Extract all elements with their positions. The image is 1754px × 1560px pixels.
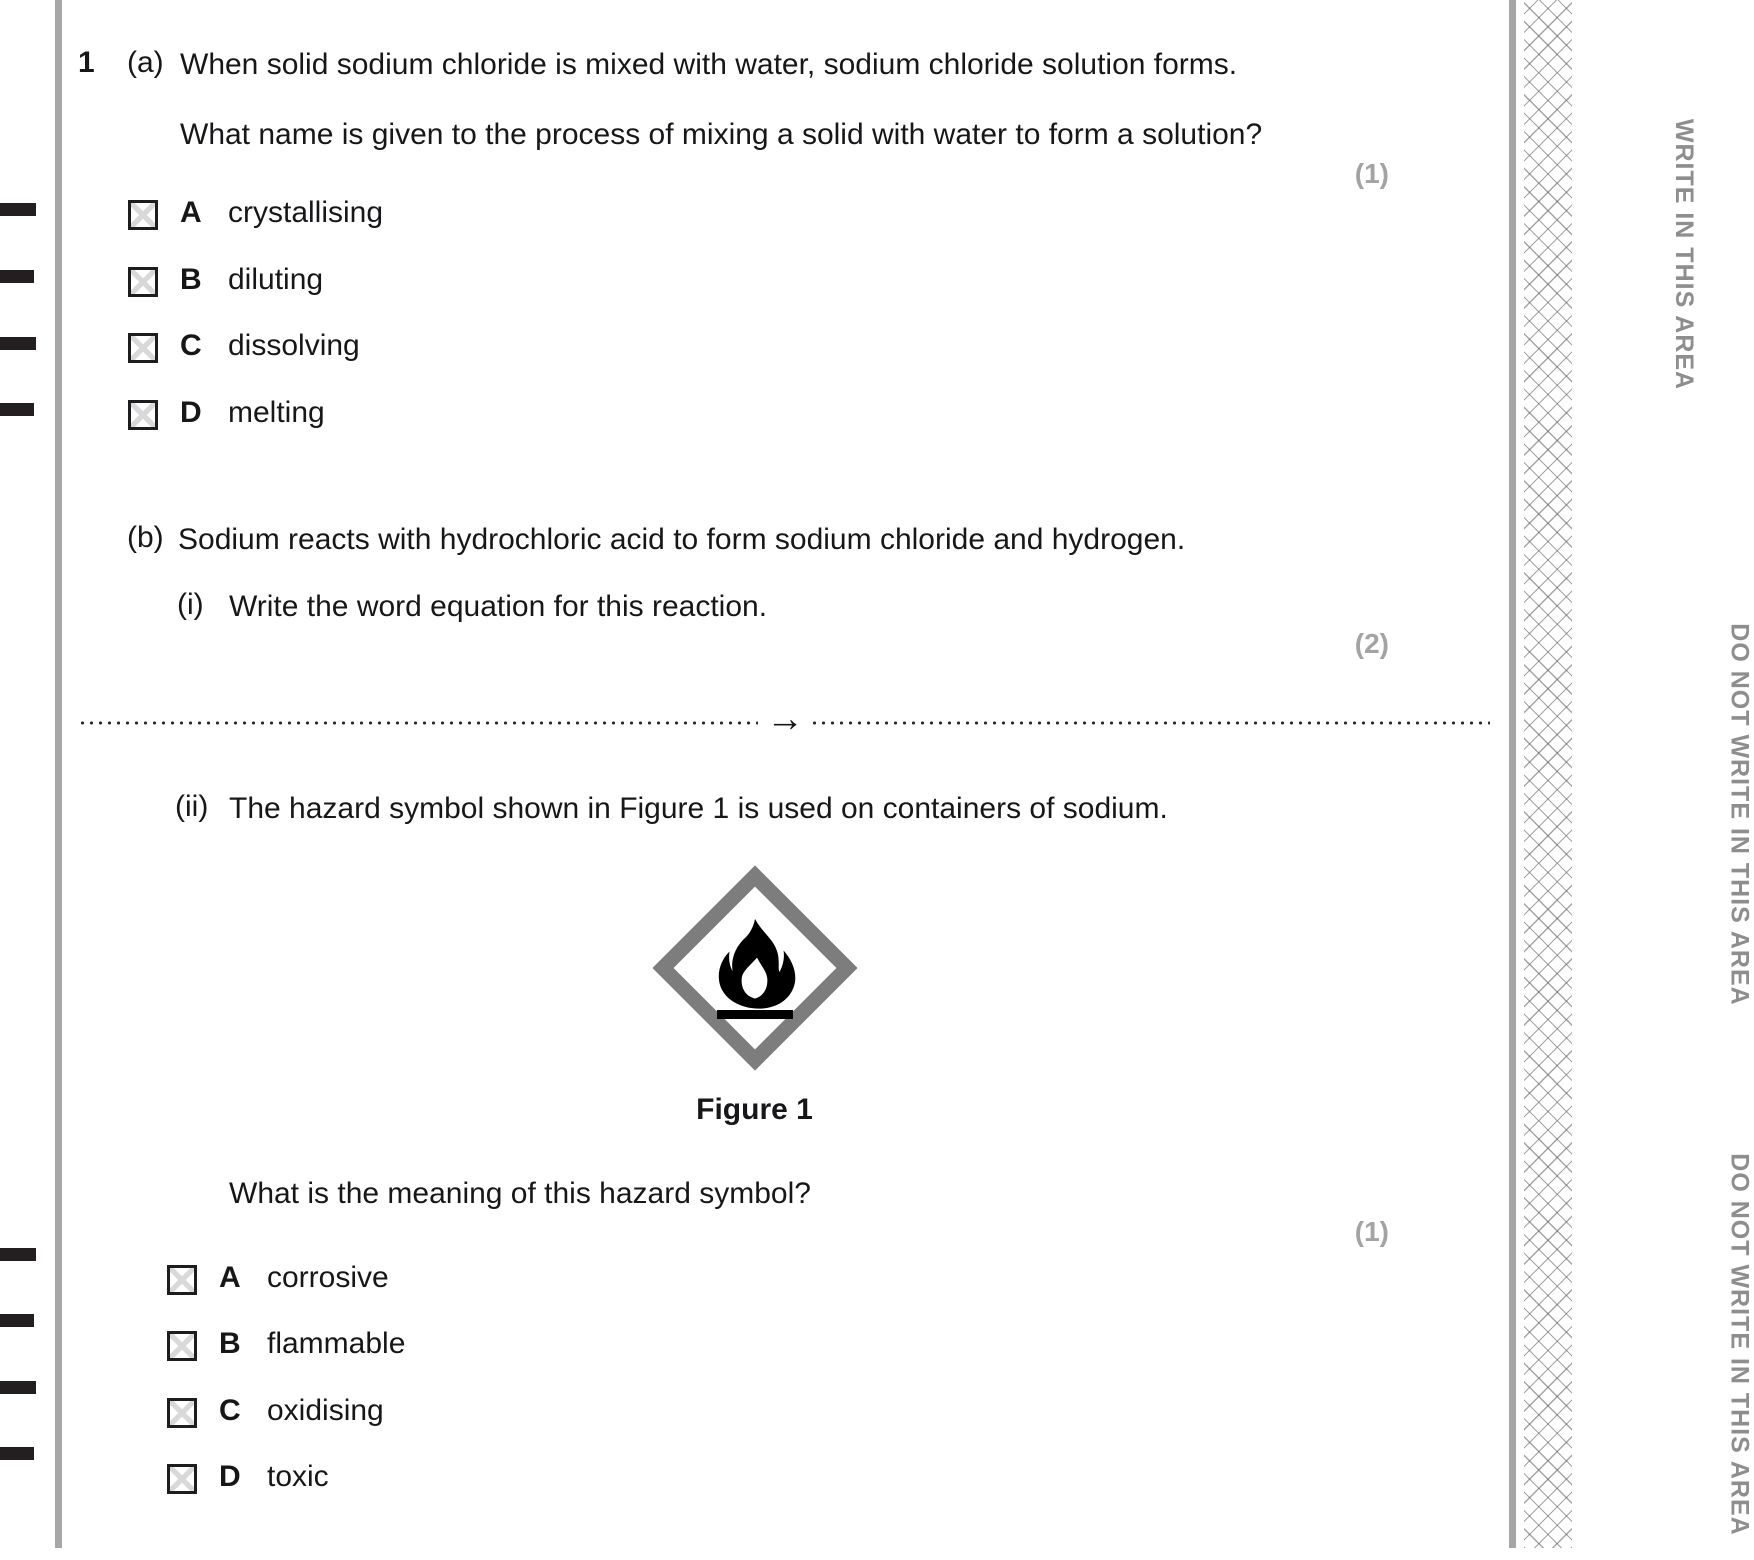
checkbox-a-4[interactable]: [128, 400, 158, 430]
part-b-ii-marks: (1): [1354, 1216, 1389, 1247]
option-letter: B: [180, 263, 202, 296]
reaction-arrow: →: [766, 698, 804, 740]
part-a-marks: (1): [1354, 158, 1389, 189]
margin-band-note-2: DO NOT WRITE IN THIS AREA: [1725, 623, 1754, 1006]
part-b-ii-text: The hazard symbol shown in Figure 1 is used on containers of sodium.: [229, 792, 1168, 825]
option-label: toxic: [267, 1460, 329, 1493]
option-letter: D: [219, 1460, 241, 1493]
part-b-stem: Sodium reacts with hydrochloric acid to form sodium chloride and hydrogen.: [178, 523, 1186, 556]
part-a-stem-line-1: When solid sodium chloride is mixed with water, sodium chloride solution forms.: [180, 48, 1238, 81]
checkbox-b-2[interactable]: [167, 1331, 197, 1361]
option-label: oxidising: [267, 1394, 384, 1427]
option-label: flammable: [267, 1327, 406, 1360]
answer-line-reactants[interactable]: [78, 721, 758, 725]
checkbox-b-3[interactable]: [167, 1398, 197, 1428]
option-label: corrosive: [267, 1261, 389, 1294]
option-letter: C: [180, 329, 202, 362]
checkbox-a-1[interactable]: [128, 200, 158, 230]
part-b-label: (b): [127, 521, 164, 554]
option-label: diluting: [228, 263, 324, 296]
option-letter: A: [180, 196, 202, 229]
checkbox-a-2[interactable]: [128, 267, 158, 297]
checkbox-a-3[interactable]: [128, 333, 158, 363]
part-a-stem-line-2: What name is given to the process of mixing a solid with water to form a solution?: [180, 118, 1263, 151]
option-letter: A: [219, 1261, 241, 1294]
flammable-hazard-diamond-icon: [657, 870, 853, 1066]
checkbox-b-1[interactable]: [167, 1265, 197, 1295]
right-margin-rule: [1509, 0, 1516, 1548]
option-label: dissolving: [228, 329, 360, 362]
figure-1-caption: Figure 1: [696, 1093, 813, 1126]
option-label: melting: [228, 396, 325, 429]
figure-1-image: [0, 870, 1509, 1071]
answer-line-products[interactable]: [810, 721, 1490, 725]
part-b-ii-question: What is the meaning of this hazard symbol?: [229, 1177, 811, 1210]
part-a-label: (a): [127, 46, 164, 79]
option-letter: C: [219, 1394, 241, 1427]
margin-band-note-1: WRITE IN THIS AREA: [1670, 118, 1699, 391]
option-label: crystallising: [228, 196, 384, 229]
checkbox-b-4[interactable]: [167, 1464, 197, 1494]
part-b-ii-label: (ii): [175, 790, 209, 823]
part-b-i-text: Write the word equation for this reaction.: [229, 590, 768, 623]
part-b-i-marks: (2): [1354, 628, 1389, 659]
option-letter: B: [219, 1327, 241, 1360]
margin-band-note-3: DO NOT WRITE IN THIS AREA: [1725, 1153, 1754, 1536]
part-b-i-label: (i): [177, 588, 204, 621]
option-letter: D: [180, 396, 202, 429]
question-number: 1: [78, 46, 95, 79]
